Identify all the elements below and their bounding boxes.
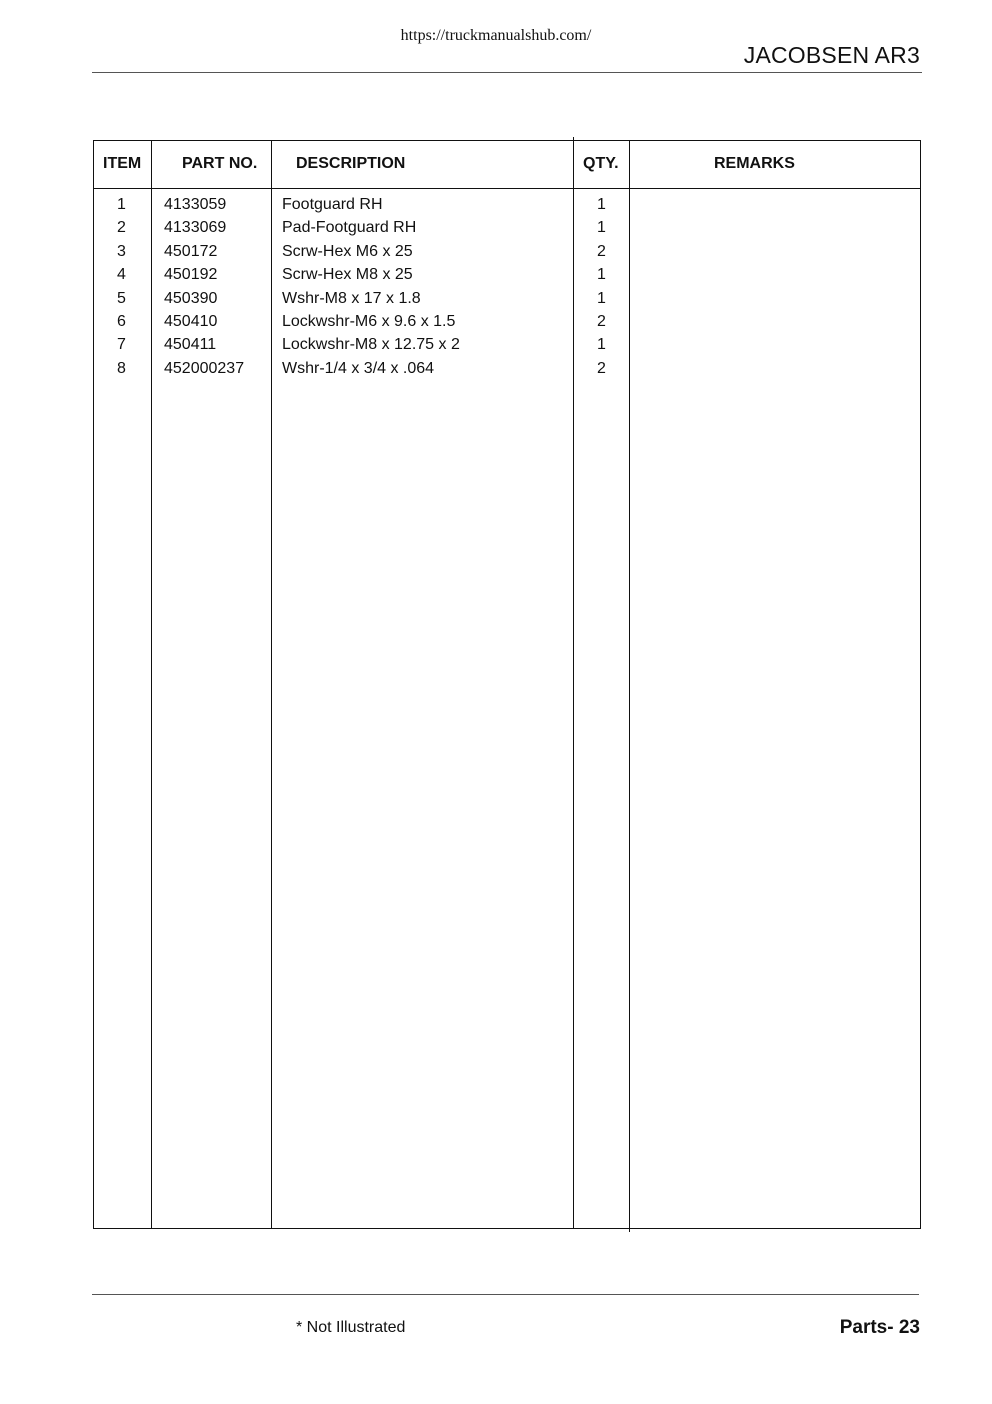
- part-quantity: 1: [597, 336, 606, 354]
- part-description: Lockwshr-M6 x 9.6 x 1.5: [282, 312, 456, 330]
- part-description: Lockwshr-M8 x 12.75 x 2: [282, 336, 460, 354]
- part-number: 450390: [164, 289, 218, 307]
- part-quantity: 1: [597, 289, 606, 307]
- part-number: 450172: [164, 242, 218, 260]
- header-divider: [94, 188, 920, 189]
- footnote: * Not Illustrated: [296, 1319, 406, 1336]
- part-number: 450411: [164, 336, 217, 354]
- table-row: [94, 360, 920, 383]
- part-number: 4133059: [164, 196, 227, 213]
- parts-table: [93, 140, 921, 1229]
- part-description: Wshr-M8 x 17 x 1.8: [282, 289, 421, 307]
- page-number: Parts- 23: [839, 1317, 920, 1338]
- document-title: JACOBSEN AR3: [743, 42, 920, 68]
- header-item: ITEM: [103, 155, 142, 172]
- table-row: [94, 219, 920, 242]
- item-number: 1: [117, 196, 126, 213]
- bottom-divider: [92, 1294, 919, 1295]
- item-number: 7: [117, 336, 126, 354]
- table-body: [94, 196, 920, 383]
- item-number: 5: [117, 289, 126, 307]
- item-number: 3: [117, 242, 126, 260]
- part-description: Scrw-Hex M6 x 25: [282, 242, 413, 260]
- part-quantity: 2: [597, 242, 606, 260]
- top-divider: [92, 72, 922, 73]
- item-number: 8: [117, 359, 126, 377]
- part-description: Scrw-Hex M8 x 25: [282, 266, 413, 284]
- table-row: [94, 290, 920, 313]
- table-row: [94, 243, 920, 266]
- part-number: 4133069: [164, 219, 227, 237]
- item-number: 6: [117, 312, 126, 330]
- header-remarks: REMARKS: [714, 155, 795, 172]
- header-description: DESCRIPTION: [296, 155, 406, 172]
- part-quantity: 2: [597, 312, 606, 330]
- source-url[interactable]: https://truckmanualshub.com/: [400, 27, 592, 44]
- part-number: 452000237: [164, 359, 245, 377]
- part-quantity: 1: [597, 266, 606, 284]
- header-part-no: PART NO.: [182, 155, 258, 172]
- part-description: Pad-Footguard RH: [282, 219, 417, 237]
- table-row: [94, 313, 920, 336]
- part-number: 450410: [164, 312, 218, 330]
- part-number: 450192: [164, 266, 218, 284]
- item-number: 4: [117, 266, 126, 284]
- table-row: [94, 336, 920, 359]
- item-number: 2: [117, 219, 126, 237]
- table-row: [94, 196, 920, 219]
- part-quantity: 1: [597, 196, 606, 213]
- part-description: Footguard RH: [282, 196, 383, 213]
- header-qty: QTY.: [583, 155, 619, 172]
- part-quantity: 2: [597, 359, 606, 377]
- part-quantity: 1: [597, 219, 606, 237]
- part-description: Wshr-1/4 x 3/4 x .064: [282, 359, 435, 377]
- table-row: [94, 266, 920, 289]
